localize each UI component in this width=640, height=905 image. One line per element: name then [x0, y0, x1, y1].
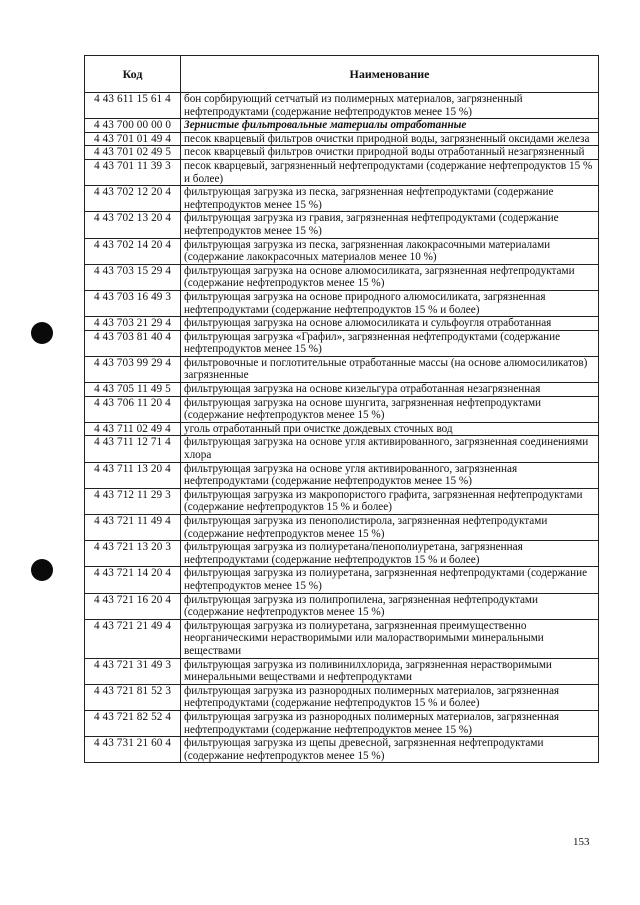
table-row: [85, 422, 599, 436]
table-row: [85, 737, 599, 763]
waste-code-cell: 4 43 701 11 39 3: [85, 159, 181, 185]
table-row: [85, 330, 599, 356]
waste-code-cell: 4 43 721 16 20 4: [85, 593, 181, 619]
binder-hole: [31, 322, 53, 344]
waste-name-cell: бон сорбирующий сетчатый из полимерных материалов, загрязненный нефтепродуктами (содержание нефтепродуктов менее 15 %): [181, 93, 599, 119]
table-row: [85, 541, 599, 567]
table-row: [85, 383, 599, 397]
waste-name-cell: фильтрующая загрузка «Графил», загрязненная нефтепродуктами (содержание нефтепродуктов менее 15 %): [181, 330, 599, 356]
waste-name-cell: фильтрующая загрузка из полиуретана/пенополиуретана, загрязненная нефтепродуктами (содержание нефтепродуктов 15 % и более): [181, 541, 599, 567]
waste-code-cell: 4 43 705 11 49 5: [85, 383, 181, 397]
table-row: [85, 264, 599, 290]
waste-name-cell: фильтрующая загрузка из полиуретана, загрязненная нефтепродуктами (содержание нефтепродуктов менее 15 %): [181, 567, 599, 593]
waste-name-cell: фильтрующая загрузка из песка, загрязненная нефтепродуктами (содержание нефтепродуктов менее 15 %): [181, 186, 599, 212]
waste-name-cell: фильтрующая загрузка из поливинилхлорида, загрязненная нерастворимыми минеральными веществами и нефтепродуктами: [181, 658, 599, 684]
waste-name-cell: фильтрующая загрузка из полипропилена, загрязненная нефтепродуктами (содержание нефтепродуктов менее 15 %): [181, 593, 599, 619]
waste-code-cell: 4 43 721 82 52 4: [85, 710, 181, 736]
table-row: [85, 710, 599, 736]
waste-name-cell: фильтрующая загрузка из пенополистирола, загрязненная нефтепродуктами (содержание нефтепродуктов менее 15 %): [181, 515, 599, 541]
table-row: [85, 317, 599, 331]
waste-code-cell: 4 43 611 15 61 4: [85, 93, 181, 119]
table-row: [85, 567, 599, 593]
table-row: [85, 515, 599, 541]
table-row: [85, 658, 599, 684]
waste-name-cell: фильтрующая загрузка на основе кизельгура отработанная незагрязненная: [181, 383, 599, 397]
table-row: [85, 132, 599, 146]
waste-name-cell: фильтрующая загрузка из песка, загрязненная лакокрасочными материалами (содержание лакокрасочных материалов менее 10 %): [181, 238, 599, 264]
waste-code-cell: 4 43 703 81 40 4: [85, 330, 181, 356]
table-row: [85, 356, 599, 382]
waste-code-cell: 4 43 711 02 49 4: [85, 422, 181, 436]
table-row: [85, 146, 599, 160]
waste-name-cell: фильтрующая загрузка из полиуретана, загрязненная преимущественно неорганическими нерастворимыми или малорастворимыми минеральными веществами: [181, 619, 599, 658]
waste-name-cell: фильтрующая загрузка на основе шунгита, загрязненная нефтепродуктами (содержание нефтепродуктов менее 15 %): [181, 396, 599, 422]
waste-code-cell: 4 43 703 21 29 4: [85, 317, 181, 331]
waste-code-cell: 4 43 702 13 20 4: [85, 212, 181, 238]
waste-code-cell: 4 43 702 14 20 4: [85, 238, 181, 264]
table-row: [85, 396, 599, 422]
waste-name-cell: фильтрующая загрузка из щепы древесной, загрязненная нефтепродуктами (содержание нефтепродуктов менее 15 %): [181, 737, 599, 763]
waste-code-cell: 4 43 703 15 29 4: [85, 264, 181, 290]
waste-name-cell: фильтровочные и поглотительные отработанные массы (на основе алюмосиликатов) загрязненные: [181, 356, 599, 382]
waste-name-cell: уголь отработанный при очистке дождевых сточных вод: [181, 422, 599, 436]
waste-code-cell: 4 43 712 11 29 3: [85, 488, 181, 514]
waste-code-cell: 4 43 706 11 20 4: [85, 396, 181, 422]
waste-name-cell: фильтрующая загрузка на основе алюмосиликата и сульфоугля отработанная: [181, 317, 599, 331]
category-row: [85, 119, 599, 133]
table-row: [85, 238, 599, 264]
waste-name-cell: песок кварцевый фильтров очистки природной воды, загрязненный оксидами железа: [181, 132, 599, 146]
waste-name-cell: Зернистые фильтровальные материалы отработанные: [181, 119, 599, 133]
waste-name-cell: фильтрующая загрузка из разнородных полимерных материалов, загрязненная нефтепродуктами (содержание нефтепродуктов менее 15 %): [181, 710, 599, 736]
waste-code-cell: 4 43 721 14 20 4: [85, 567, 181, 593]
name-column-header: Наименование: [181, 56, 599, 93]
table-row: [85, 186, 599, 212]
table-row: [85, 159, 599, 185]
table-row: [85, 290, 599, 316]
table-row: [85, 436, 599, 462]
table-row: [85, 462, 599, 488]
binder-hole: [31, 559, 53, 581]
waste-name-cell: фильтрующая загрузка на основе природного алюмосиликата, загрязненная нефтепродуктами (содержание нефтепродуктов 15 % и более): [181, 290, 599, 316]
waste-name-cell: песок кварцевый фильтров очистки природной воды отработанный незагрязненный: [181, 146, 599, 160]
code-column-header: Код: [85, 56, 181, 93]
table-row: [85, 619, 599, 658]
waste-code-cell: 4 43 702 12 20 4: [85, 186, 181, 212]
waste-code-cell: 4 43 721 11 49 4: [85, 515, 181, 541]
waste-name-cell: фильтрующая загрузка из разнородных полимерных материалов, загрязненная нефтепродуктами (содержание нефтепродуктов 15 % и более): [181, 684, 599, 710]
waste-code-cell: 4 43 701 01 49 4: [85, 132, 181, 146]
waste-code-cell: 4 43 711 12 71 4: [85, 436, 181, 462]
waste-name-cell: фильтрующая загрузка на основе угля активированного, загрязненная нефтепродуктами (содержание нефтепродуктов менее 15 %): [181, 462, 599, 488]
table-row: [85, 593, 599, 619]
page-number: 153: [573, 836, 590, 848]
waste-name-cell: песок кварцевый, загрязненный нефтепродуктами (содержание нефтепродуктов 15 % и более): [181, 159, 599, 185]
waste-code-cell: 4 43 731 21 60 4: [85, 737, 181, 763]
waste-code-cell: 4 43 721 13 20 3: [85, 541, 181, 567]
waste-name-cell: фильтрующая загрузка из макропористого графита, загрязненная нефтепродуктами (содержание нефтепродуктов 15 % и более): [181, 488, 599, 514]
waste-name-cell: фильтрующая загрузка на основе алюмосиликата, загрязненная нефтепродуктами (содержание нефтепродуктов менее 15 %): [181, 264, 599, 290]
table-row: [85, 212, 599, 238]
waste-name-cell: фильтрующая загрузка из гравия, загрязненная нефтепродуктами (содержание нефтепродуктов менее 15 %): [181, 212, 599, 238]
waste-code-cell: 4 43 701 02 49 5: [85, 146, 181, 160]
table-row: [85, 93, 599, 119]
waste-name-cell: фильтрующая загрузка на основе угля активированного, загрязненная соединениями хлора: [181, 436, 599, 462]
waste-classification-table: [84, 55, 599, 763]
waste-code-cell: 4 43 711 13 20 4: [85, 462, 181, 488]
waste-code-cell: 4 43 703 16 49 3: [85, 290, 181, 316]
waste-code-cell: 4 43 721 81 52 3: [85, 684, 181, 710]
table-header-row: [85, 56, 599, 93]
waste-code-cell: 4 43 700 00 00 0: [85, 119, 181, 133]
waste-code-cell: 4 43 703 99 29 4: [85, 356, 181, 382]
table-row: [85, 488, 599, 514]
table-row: [85, 684, 599, 710]
waste-code-cell: 4 43 721 31 49 3: [85, 658, 181, 684]
waste-code-cell: 4 43 721 21 49 4: [85, 619, 181, 658]
